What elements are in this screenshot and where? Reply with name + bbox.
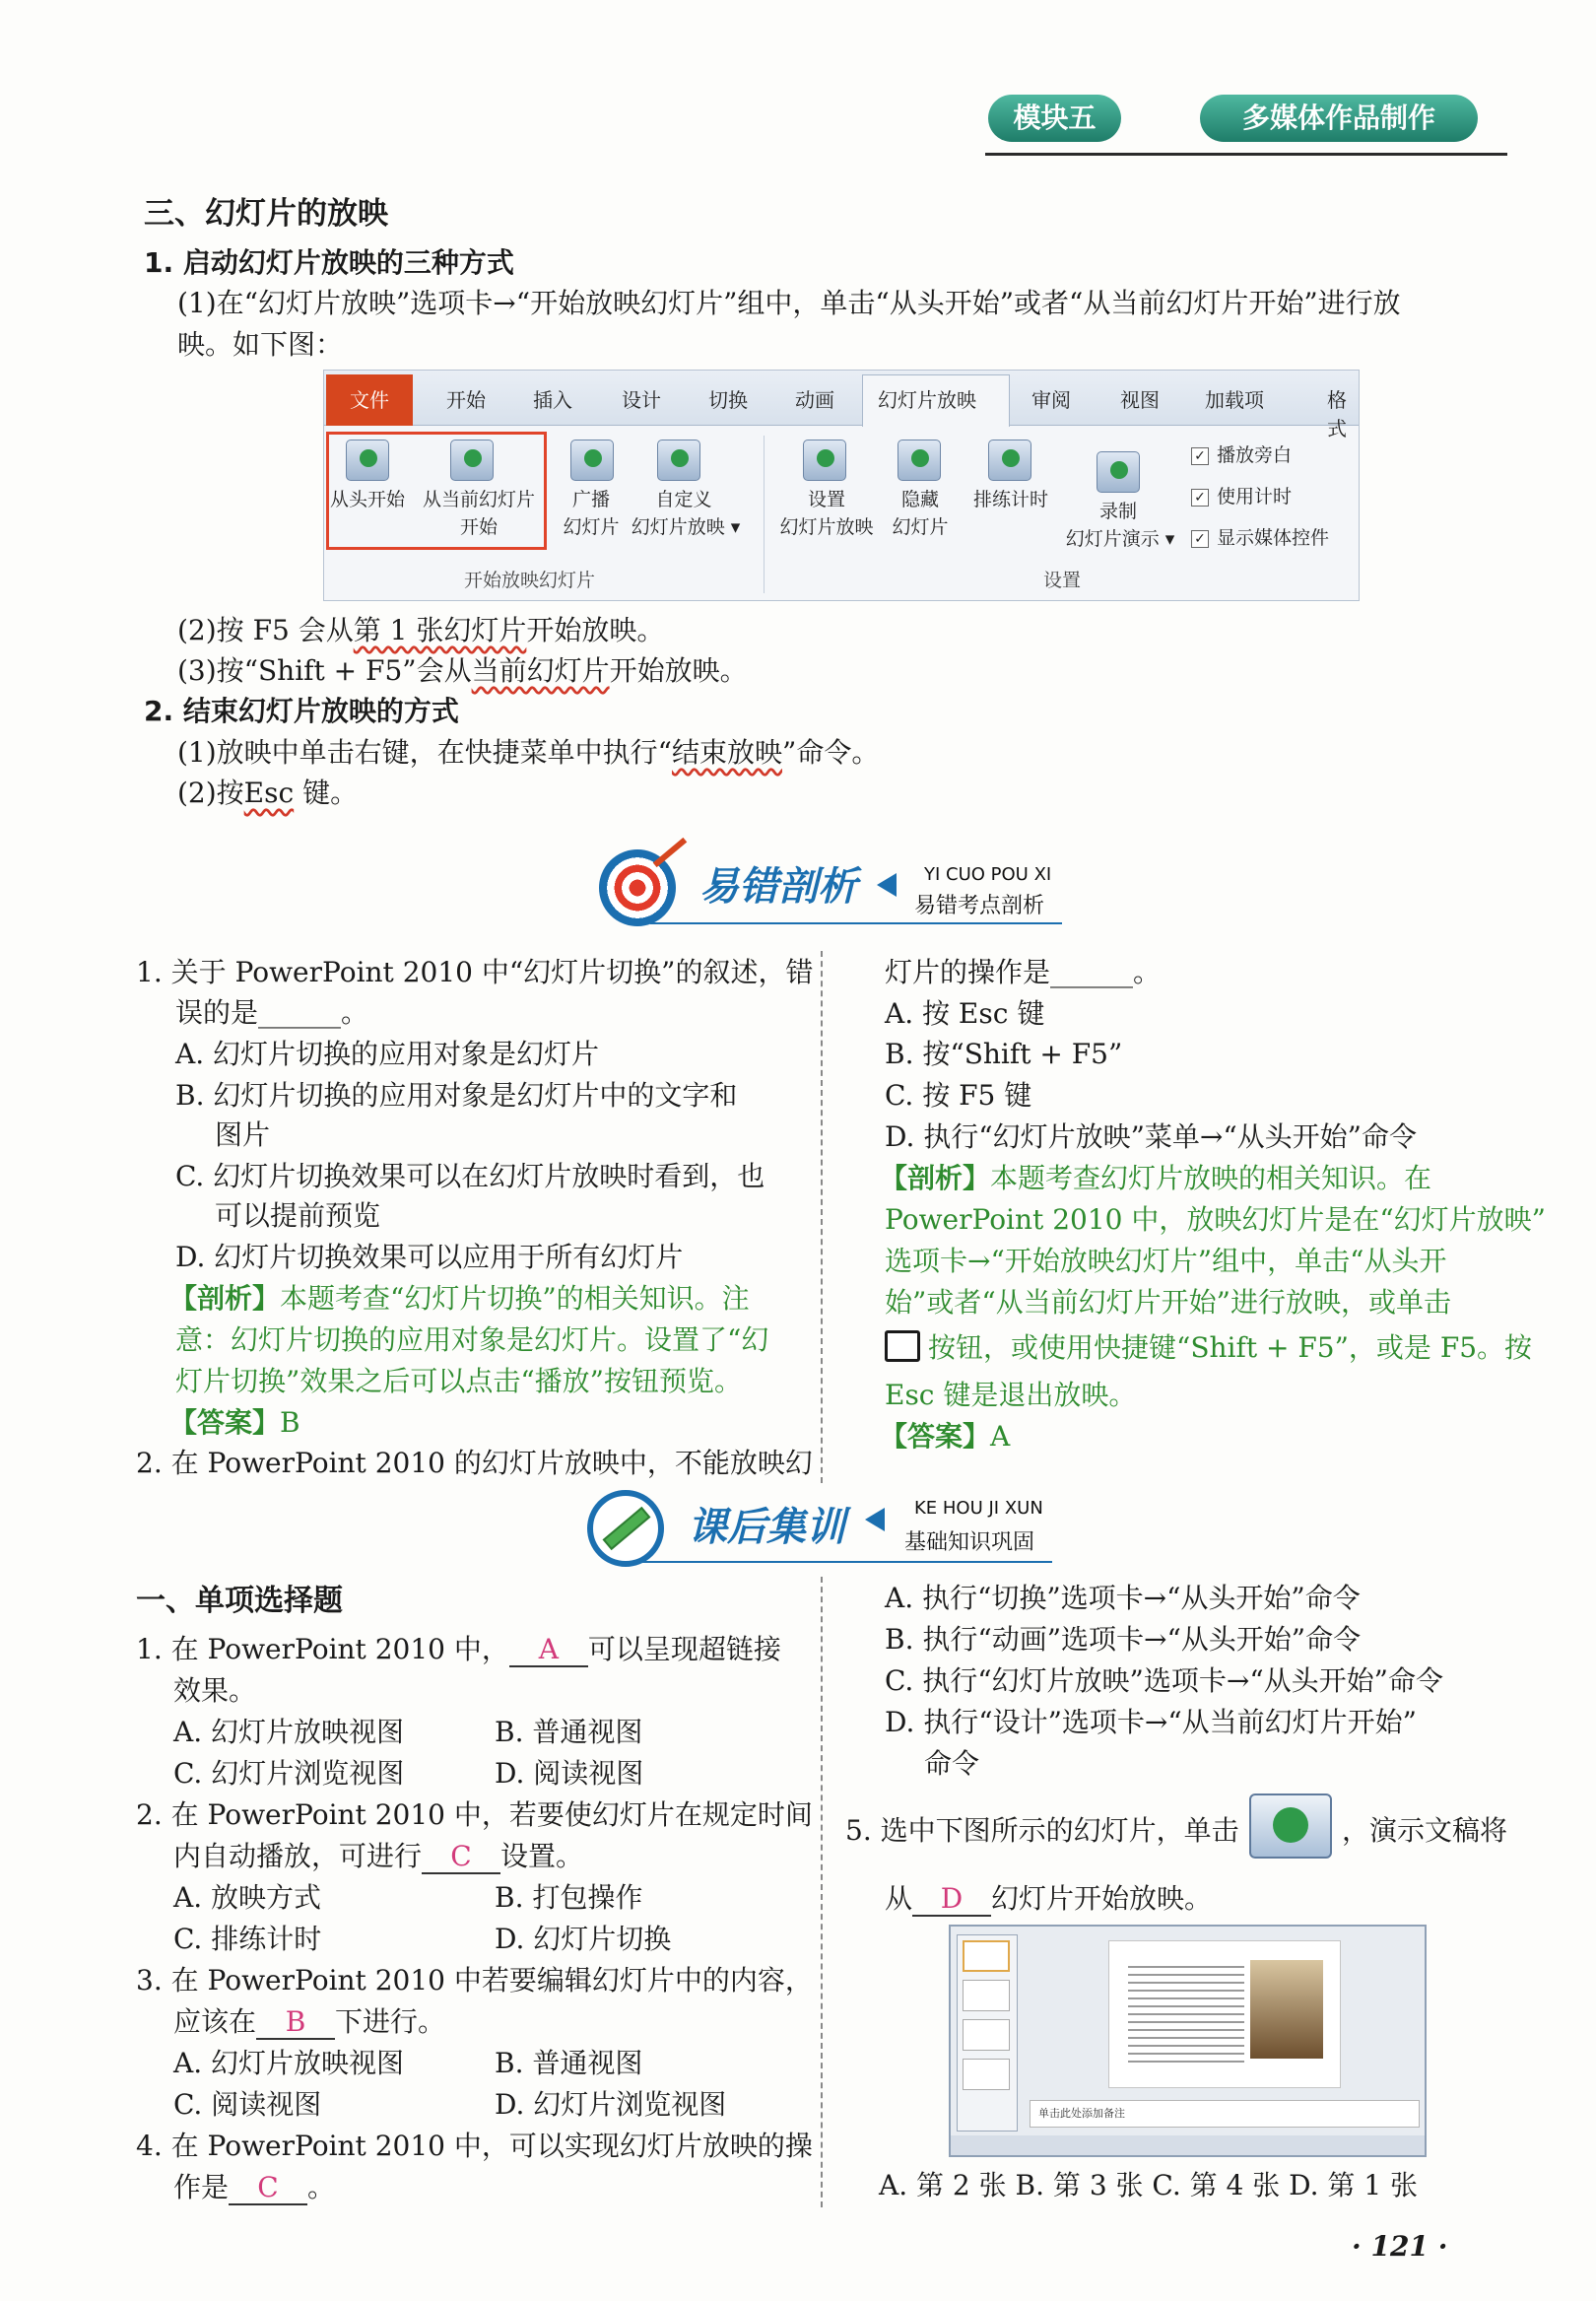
slide-picture xyxy=(1250,1960,1323,2059)
custom-show-label-2[interactable]: 幻灯片放映 ▾ xyxy=(631,516,741,538)
banner-underline xyxy=(650,922,1062,924)
ribbon-tab-home[interactable]: 开始 xyxy=(446,388,486,412)
ex-q2-option-c: C. 排练计时 xyxy=(173,1923,322,1955)
ribbon-tab-view[interactable]: 视图 xyxy=(1120,388,1160,412)
q1-analysis-line-1: 【剖析】本题考查“幻灯片切换”的相关知识。注 xyxy=(169,1282,750,1315)
ribbon-tab-slideshow[interactable]: 幻灯片放映 xyxy=(878,388,976,412)
group-separator-1 xyxy=(764,436,765,593)
slide-text-block xyxy=(1128,1960,1244,2063)
ex-q3-option-c: C. 阅读视图 xyxy=(173,2088,322,2121)
from-current-icon[interactable] xyxy=(450,440,494,481)
end-method-1: (1)放映中单击右键，在快捷菜单中执行“结束放映”命令。 xyxy=(177,736,880,769)
q1-option-b-1: B. 幻灯片切换的应用对象是幻灯片中的文字和 xyxy=(175,1079,738,1112)
ex-q3-answer: B xyxy=(256,2006,335,2040)
ex-q1-option-d: D. 阅读视图 xyxy=(495,1757,644,1790)
rehearse-timings-label[interactable]: 排练计时 xyxy=(972,489,1048,510)
ex-q3-option-b: B. 普通视图 xyxy=(495,2047,643,2079)
custom-show-label-1[interactable]: 自定义 xyxy=(655,489,712,510)
q2-analysis-line-3: 选项卡→“开始放映幻灯片”组中，单击“从头开 xyxy=(885,1245,1447,1277)
q1-option-d: D. 幻灯片切换效果可以应用于所有幻灯片 xyxy=(175,1241,684,1273)
ex-q5-line-1-pre: 5. 选中下图所示的幻灯片，单击 xyxy=(845,1814,1239,1847)
ribbon-tab-addins[interactable]: 加载项 xyxy=(1205,388,1264,412)
hide-slide-icon[interactable] xyxy=(898,440,941,481)
q1-option-c-2: 可以提前预览 xyxy=(215,1199,381,1232)
para-1-line-2: 映。如下图： xyxy=(177,328,344,361)
from-start-button-icon xyxy=(1249,1793,1332,1859)
module-badge: 模块五 xyxy=(988,95,1121,142)
powerpoint-screenshot xyxy=(949,1925,1427,2157)
ex-q4-option-b: B. 执行“动画”选项卡→“从头开始”命令 xyxy=(885,1623,1362,1656)
q1-option-c-1: C. 幻灯片切换效果可以在幻灯片放映时看到，也 xyxy=(175,1160,765,1192)
from-current-label-2[interactable]: 开始 xyxy=(459,516,498,538)
ex-q1-answer: A xyxy=(509,1634,588,1667)
banner-caption-errors: 易错考点剖析 xyxy=(914,894,1045,918)
narration-checkbox[interactable]: ✓ xyxy=(1191,447,1209,465)
timing-label[interactable]: 使用计时 xyxy=(1217,486,1293,508)
ex-q4-line-1: 4. 在 PowerPoint 2010 中，可以实现幻灯片放映的操 xyxy=(136,2130,813,2162)
q2-line-1: 2. 在 PowerPoint 2010 的幻灯片放映中，不能放映幻 xyxy=(136,1447,813,1479)
header-rule xyxy=(985,153,1507,156)
q1-option-b-2: 图片 xyxy=(215,1118,271,1151)
exercise-heading: 一、单项选择题 xyxy=(136,1584,343,1618)
ex-q5-line-2: 从 D 幻灯片开始放映。 xyxy=(885,1882,1213,1915)
para-2: (2)按 F5 会从第 1 张幻灯片开始放映。 xyxy=(177,614,665,646)
ex-q2-answer: C xyxy=(422,1841,500,1874)
custom-show-icon[interactable] xyxy=(657,440,700,481)
ribbon-tab-file[interactable]: 文件 xyxy=(326,374,413,426)
banner-title-errors: 易错剖析 xyxy=(699,864,857,910)
q2-option-a: A. 按 Esc 键 xyxy=(885,997,1045,1030)
ribbon-tab-insert[interactable]: 插入 xyxy=(533,388,572,412)
column-divider xyxy=(821,951,823,1483)
ex-q5-answer: D xyxy=(912,1883,991,1917)
q2-option-d: D. 执行“幻灯片放映”菜单→“从头开始”命令 xyxy=(885,1120,1417,1153)
arrow-icon xyxy=(653,838,687,867)
q2-analysis-line-1: 【剖析】本题考查幻灯片放映的相关知识。在 xyxy=(880,1162,1432,1194)
para-1-line-1: (1)在“幻灯片放映”选项卡→“开始放映幻灯片”组中，单击“从头开始”或者“从当前幻灯片开始”进行放 xyxy=(177,287,1401,319)
from-current-label-1[interactable]: 从当前幻灯片 xyxy=(422,489,535,510)
slide-thumb-2 xyxy=(963,1980,1010,2011)
ex-q3-line-2: 应该在 B 下进行。 xyxy=(173,2005,446,2038)
banner-pinyin-practice: KE HOU JI XUN xyxy=(914,1498,1043,1519)
end-method-2: (2)按Esc 键。 xyxy=(177,777,359,809)
record-show-label-2[interactable]: 幻灯片演示 ▾ xyxy=(1065,528,1175,550)
ex-q1-option-c: C. 幻灯片浏览视图 xyxy=(173,1757,405,1790)
ribbon-tab-bar xyxy=(324,371,1359,440)
ex-q2-option-d: D. 幻灯片切换 xyxy=(495,1923,672,1955)
hide-slide-label-2[interactable]: 幻灯片 xyxy=(892,516,949,538)
ex-q4-line-2: 作是 C 。 xyxy=(173,2171,336,2203)
ribbon-tab-animations[interactable]: 动画 xyxy=(795,388,834,412)
ex-q2-option-b: B. 打包操作 xyxy=(495,1881,643,1914)
q2-analysis-line-2: PowerPoint 2010 中，放映幻灯片是在“幻灯片放映” xyxy=(885,1203,1546,1236)
record-show-label-1[interactable]: 录制 xyxy=(1098,501,1137,522)
slideshow-button-icon xyxy=(885,1330,920,1362)
media-controls-checkbox[interactable]: ✓ xyxy=(1191,530,1209,548)
q1-option-a: A. 幻灯片切换的应用对象是幻灯片 xyxy=(175,1038,600,1070)
record-show-icon[interactable] xyxy=(1097,451,1140,493)
ex-q2-line-2: 内自动播放，可进行 C 设置。 xyxy=(173,1840,584,1872)
ex-q1-option-a: A. 幻灯片放映视图 xyxy=(173,1716,405,1748)
ex-q1-line-1: 1. 在 PowerPoint 2010 中， A 可以呈现超链接 xyxy=(136,1633,781,1665)
ex-q4-option-c: C. 执行“幻灯片放映”选项卡→“从头开始”命令 xyxy=(885,1664,1443,1697)
ex-q4-answer: C xyxy=(229,2172,307,2205)
banner-caption-practice: 基础知识巩固 xyxy=(904,1530,1035,1555)
group-label-start: 开始放映幻灯片 xyxy=(464,570,596,591)
q2-analysis-line-5: 按钮，或使用快捷键“Shift + F5”，或是 F5。按 xyxy=(928,1331,1533,1364)
ex-q4-option-d-2: 命令 xyxy=(924,1747,980,1780)
timing-checkbox[interactable]: ✓ xyxy=(1191,489,1209,507)
ex-q5-line-1-post: ，演示文稿将 xyxy=(1342,1814,1508,1847)
q2-answer: 【答案】A xyxy=(880,1420,1011,1453)
ribbon-screenshot xyxy=(323,370,1360,601)
q1-line-2: 误的是______。 xyxy=(175,996,369,1029)
section-title: 三、幻灯片的放映 xyxy=(144,196,388,232)
broadcast-icon[interactable] xyxy=(570,440,614,481)
notes-pane: 单击此处添加备注 xyxy=(1030,2100,1420,2128)
topic-badge: 多媒体作品制作 xyxy=(1200,95,1478,142)
banner-pinyin-errors: YI CUO POU XI xyxy=(924,864,1052,885)
q1-line-1: 1. 关于 PowerPoint 2010 中“幻灯片切换”的叙述，错 xyxy=(136,956,814,988)
slide-thumb-3 xyxy=(963,2019,1010,2051)
ex-q2-line-1: 2. 在 PowerPoint 2010 中，若要使幻灯片在规定时间 xyxy=(136,1798,813,1831)
ex-q2-option-a: A. 放映方式 xyxy=(173,1881,322,1914)
ex-q1-option-b: B. 普通视图 xyxy=(495,1716,643,1748)
q1-answer: 【答案】B xyxy=(169,1406,300,1439)
ex-q3-line-1: 3. 在 PowerPoint 2010 中若要编辑幻灯片中的内容， xyxy=(136,1964,813,1996)
q2-line-2: 灯片的操作是______。 xyxy=(885,956,1162,988)
ex-q3-option-d: D. 幻灯片浏览视图 xyxy=(495,2088,727,2121)
column-divider-2 xyxy=(821,1577,823,2207)
ribbon-tab-review[interactable]: 审阅 xyxy=(1031,388,1071,412)
q2-analysis-line-6: Esc 键是退出放映。 xyxy=(885,1379,1137,1411)
slide-thumb-4 xyxy=(963,2059,1010,2090)
slide-thumb-1 xyxy=(963,1940,1010,1972)
ex-q4-option-a: A. 执行“切换”选项卡→“从头开始”命令 xyxy=(885,1582,1361,1614)
ribbon-tab-format[interactable]: 格式 xyxy=(1327,388,1347,440)
ribbon-tab-transitions[interactable]: 切换 xyxy=(708,388,748,412)
ex-q1-line-2: 效果。 xyxy=(173,1674,257,1707)
q2-option-b: B. 按“Shift + F5” xyxy=(885,1038,1123,1070)
banner-title-practice: 课后集训 xyxy=(688,1505,845,1550)
media-controls-label[interactable]: 显示媒体控件 xyxy=(1217,527,1330,549)
subsection-1-title: 1. 启动幻灯片放映的三种方式 xyxy=(144,246,514,279)
group-label-setup: 设置 xyxy=(1043,570,1082,591)
q1-analysis-line-2: 意：幻灯片切换的应用对象是幻灯片。设置了“幻 xyxy=(175,1323,769,1356)
page-number: · 121 · xyxy=(1352,2230,1448,2263)
q1-analysis-line-3: 灯片切换”效果之后可以点击“播放”按钮预览。 xyxy=(175,1365,742,1397)
broadcast-label-2[interactable]: 幻灯片 xyxy=(563,516,620,538)
setup-show-label-2[interactable]: 幻灯片放映 xyxy=(779,516,874,538)
banner-underline-2 xyxy=(640,1561,1052,1563)
subsection-2-title: 2. 结束幻灯片放映的方式 xyxy=(144,695,459,727)
q2-analysis-line-4: 始”或者“从当前幻灯片开始”进行放映，或单击 xyxy=(885,1286,1451,1319)
setup-show-icon[interactable] xyxy=(803,440,846,481)
rehearse-timings-icon[interactable] xyxy=(988,440,1031,481)
ribbon-tab-design[interactable]: 设计 xyxy=(622,388,661,412)
from-start-label[interactable]: 从头开始 xyxy=(329,489,405,510)
q2-option-c: C. 按 F5 键 xyxy=(885,1079,1032,1112)
status-bar xyxy=(951,2135,1425,2155)
ex-q5-options: A. 第 2 张 B. 第 3 张 C. 第 4 张 D. 第 1 张 xyxy=(879,2169,1419,2201)
narration-label[interactable]: 播放旁白 xyxy=(1217,444,1293,466)
para-3: (3)按“Shift + F5”会从当前幻灯片开始放映。 xyxy=(177,654,748,687)
broadcast-label-1[interactable]: 广播 xyxy=(571,489,610,510)
ex-q4-option-d-1: D. 执行“设计”选项卡→“从当前幻灯片开始” xyxy=(885,1706,1417,1738)
hide-slide-label-1[interactable]: 隐藏 xyxy=(900,489,939,510)
setup-show-label-1[interactable]: 设置 xyxy=(807,489,845,510)
banner-arrow-icon xyxy=(877,873,897,897)
ex-q3-option-a: A. 幻灯片放映视图 xyxy=(173,2047,405,2079)
banner-arrow-icon-2 xyxy=(865,1508,885,1531)
from-start-icon[interactable] xyxy=(346,440,389,481)
